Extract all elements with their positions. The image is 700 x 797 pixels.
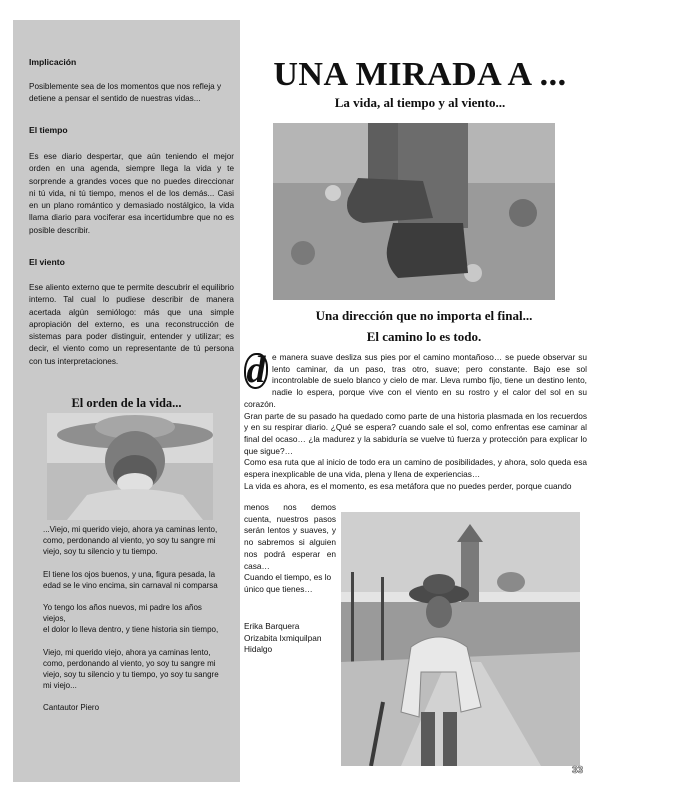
viento-text: Ese aliento externo que te permite descubrir el equilibrio interno. Tal cual lo pudiese describir de manera acertada algún semiólogo: más que una simple apropiación del externo, es una reconstrucción de sistemas para poder distinguir, entender y utilizar; es decir, el viento como un representante de tú persona con tus interpretaciones.	[29, 283, 234, 366]
article-body	[244, 349, 587, 492]
tiempo-heading: El tiempo	[29, 125, 68, 135]
feet-photo	[273, 123, 555, 300]
poem-spacer	[43, 591, 225, 602]
caption-line-1: Una dirección que no importa el final...	[315, 308, 533, 323]
implicacion-text: Posiblemente sea de los momentos que nos refleja y detiene a pensar el sentido de nuestras vidas...	[29, 82, 222, 104]
tiempo-text: Es ese diario despertar, que aún teniendo el mejor orden en una agenda, siempre llega la vida y te sorprende a grandes voces que no puedes direccionar ni tú vida, ni tú tiempo, menos el de los demás... Casi en un plano romántico y demasiado nostálgico, la vida llama diario para vociferar esa incertidumbre que no es posible describir.	[29, 152, 234, 235]
poem-spacer	[43, 558, 225, 569]
poem-spacer	[43, 691, 225, 702]
page-title: UNA MIRADA A ...	[273, 56, 567, 93]
poem-author: Cantautor Piero	[43, 703, 100, 713]
article-paragraph: Gran parte de su pasado ha quedado como parte de una historia plasmada en los recuerdos y en su respirar diario. ¿Qué se espera? cuando sale el sol, como enfrentas ese caminar al final del ocaso… ¿la madurez y la sabiduría se vuelve tú fuerza y protección para explicar lo que sigue?…	[244, 410, 587, 456]
article-paragraph: La vida es ahora, es el momento, es esa metáfora que no puedes perder, porque cuando	[244, 480, 572, 491]
article-paragraph: Como esa ruta que al inicio de todo era un camino de posibilidades, y ahora, solo queda esa espera inexplicable de una vida, plena y llena de experiencias…	[244, 457, 587, 480]
poem	[43, 524, 225, 714]
author-state: Hidalgo	[244, 644, 273, 655]
poem-line: Viejo, mi querido viejo, ahora ya caminas lento, como, perdonando al viento, yo soy tu sangre mi viejo, soy tu silencio y tu tiempo, yo soy tu sangre mi viejo...	[43, 647, 219, 691]
poem-line: como, perdonando al viento, yo soy tu sangre mi viejo, soy tu silencio y tu tiempo.	[43, 536, 216, 557]
caption-line-2: El camino lo es todo.	[366, 329, 482, 344]
poem-line: ...Viejo, mi querido viejo, ahora ya caminas lento,	[43, 525, 218, 534]
article-narrow	[244, 502, 336, 596]
article-paragraph: e manera suave desliza sus pies por el camino montañoso… se puede observar su lento caminar, da un paso, tras otro, suave; pero constante. Bajo ese sol incontrolable de suelo blanco y cielo de mar. Lleva rumbo fijo, tiene un destino lento, nadie lo espera, porque vive con el viento en su rostro y el calor del sol en su corazón.	[244, 352, 587, 409]
author-name: Erika Barquera	[244, 621, 300, 631]
drop-cap: d	[244, 353, 268, 389]
poem-line: el dolor lo lleva dentro, y tiene historia sin tiempo,	[43, 625, 219, 635]
page-subtitle: La vida, al tiempo y al viento...	[334, 95, 506, 110]
poem-line: Yo tengo los años nuevos, mi padre los años viejos,	[43, 603, 202, 624]
article-paragraph: Cuando el tiempo, es lo único que tienes…	[244, 572, 332, 594]
portrait-photo	[47, 413, 213, 520]
author-location: Orizabita Ixmiquilpan	[244, 632, 322, 643]
walking-man-photo	[341, 512, 580, 766]
viento-heading: El viento	[29, 257, 65, 267]
section-title: El orden de la vida...	[71, 396, 182, 410]
implicacion-heading: Implicación	[29, 57, 77, 67]
poem-line: El tiene los ojos buenos, y una, figura pesada, la edad se le vino encima, sin carnaval ni comparsa	[43, 569, 218, 590]
poem-spacer	[43, 636, 225, 647]
signature	[244, 621, 321, 656]
page-number: 33	[572, 765, 584, 776]
article-paragraph: menos nos demos cuenta, nuestros pasos serán lentos y suaves, y no sabremos si alguien nos podrá esperar en casa…	[244, 502, 336, 571]
